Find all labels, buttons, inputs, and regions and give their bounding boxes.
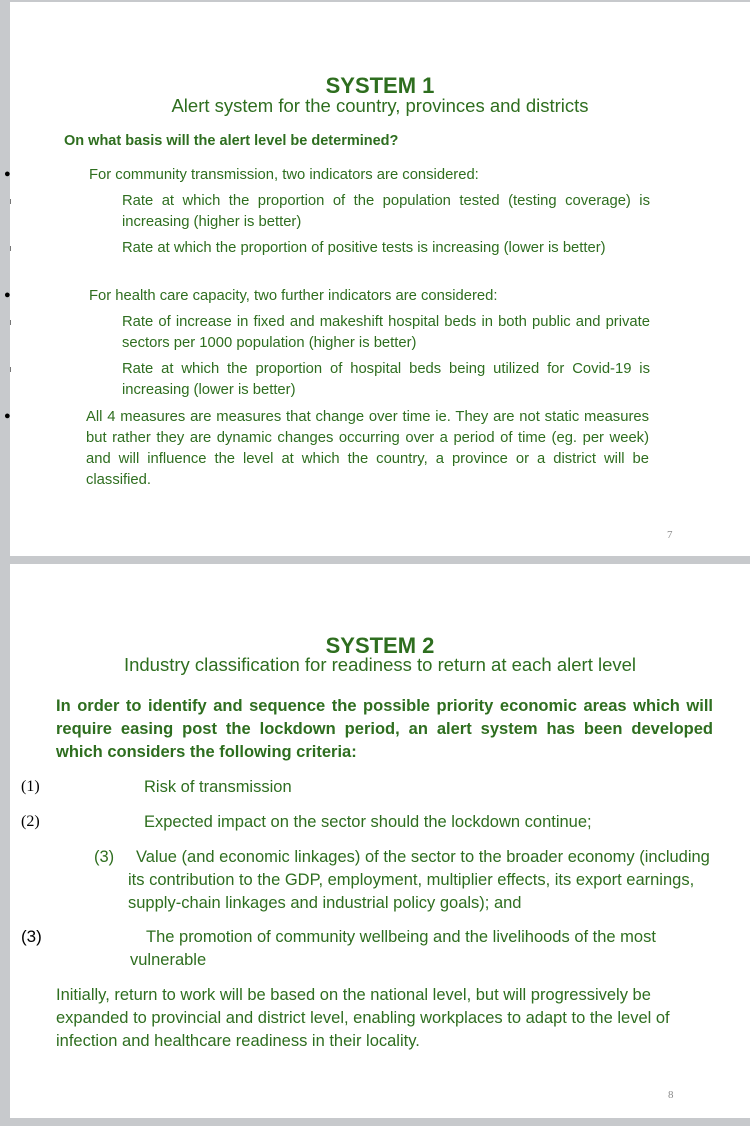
slide-1-subtitle: Alert system for the country, provinces and districts [171, 95, 589, 116]
bullet-icon: ● [4, 168, 11, 180]
slide-2-title: SYSTEM 2 [325, 633, 435, 658]
capacity-item-1 [122, 312, 650, 354]
criterion-4 [10, 926, 750, 974]
criterion-2 [10, 811, 750, 835]
capacity-item-1-text: Rate of increase in fixed and makeshift hospital beds in both public and private sectors per 1000 population (higher is better) [122, 314, 650, 351]
slide-1 [4, 2, 750, 556]
criterion-1 [10, 776, 750, 800]
tick-mark [10, 246, 11, 251]
slide-1-question: On what basis will the alert level be determined? [64, 133, 399, 149]
slide-2 [10, 564, 750, 1118]
community-item-2-text: Rate at which the proportion of positive tests is increasing (lower is better) [122, 240, 606, 256]
slide-2-intro: In order to identify and sequence the possible priority economic areas which will require easing post the lockdown period, an alert system has been developed which considers the following criteria: [56, 697, 713, 761]
community-heading: For community transmission, two indicators are considered: [89, 167, 479, 183]
capacity-heading: For health care capacity, two further indicators are considered: [89, 288, 498, 304]
criterion-1-text: Risk of transmission [144, 778, 292, 796]
page-number-8: 8 [668, 1089, 674, 1101]
capacity-item-2 [122, 359, 650, 401]
criterion-1-number: (1) [21, 778, 40, 795]
bullet-icon: ● [4, 410, 11, 422]
community-item-2 [122, 238, 650, 259]
criterion-2-text: Expected impact on the sector should the lockdown continue; [144, 813, 592, 831]
slide-2-subtitle: Industry classification for readiness to return at each alert level [123, 654, 637, 675]
criterion-3-text: Value (and economic linkages) of the sector to the broader economy (including its contribution to the GDP, employment, multiplier effects, its export earnings, supply-chain linkages and industrial policy goals); and [128, 848, 710, 912]
tick-mark [10, 199, 11, 204]
criterion-3-number: (3) [94, 848, 115, 866]
slide-1-title: SYSTEM 1 [325, 73, 435, 98]
page-number-7: 7 [667, 529, 673, 541]
measures-text: All 4 measures are measures that change over time ie. They are not static measures but rather they are dynamic changes occurring over a period of time (eg. per week) and will influence the level at which the country, a province or a district will be classified. [86, 409, 649, 488]
capacity-item-2-text: Rate at which the proportion of hospital beds being utilized for Covid-19 is increasing (lower is better) [122, 361, 650, 398]
community-heading-row [4, 165, 750, 185]
criterion-3 [10, 846, 750, 918]
criterion-4-text: The promotion of community wellbeing and the livelihoods of the most vulnerable [130, 928, 656, 969]
slide-2-closing: Initially, return to work will be based on the national level, but will progressively be expanded to provincial and district level, enabling workplaces to adapt to the level of infection and healthcare readiness in their locality. [56, 986, 670, 1050]
bullet-icon: ● [4, 289, 11, 301]
tick-mark [10, 320, 11, 325]
tick-mark [10, 367, 11, 372]
criterion-2-number: (2) [21, 813, 40, 830]
criterion-4-number: (3) [21, 927, 42, 946]
capacity-heading-row [4, 286, 750, 306]
community-item-1 [122, 191, 650, 233]
community-item-1-text: Rate at which the proportion of the population tested (testing coverage) is increasing (higher is better) [122, 193, 650, 230]
